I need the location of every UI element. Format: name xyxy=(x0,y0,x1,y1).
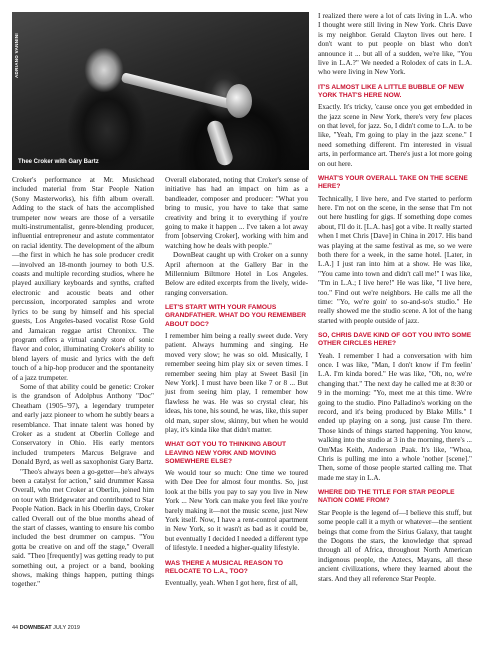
issue-date: JULY 2019 xyxy=(53,625,80,631)
question-heading: SO, CHRIS DAVE KIND OF GOT YOU INTO SOME OTHER CIRCLES HERE? xyxy=(318,332,472,348)
question-heading: IT'S ALMOST LIKE A LITTLE BUBBLE OF NEW YORK THAT'S HERE NOW. xyxy=(318,83,464,100)
question-heading: WAS THERE A MUSICAL REASON TO RELOCATE TO L.A., TOO? xyxy=(165,559,283,575)
column-3 xyxy=(318,12,472,584)
trumpet-bell-shape xyxy=(226,84,252,118)
column-1 xyxy=(12,176,154,590)
paragraph: We would tour so much: One time we toured with Dee Dee for almost four months. So, just look at the bills you pay to say you live in New York ... New York can make you feel like you're barely making it—not the music scene, just New York itself. Now, I have a rent-control apartment in New York, so it wasn't as bad as it could be, but eventually I decided I needed a different type of lifestyle. I needed a higher-quality lifestyle. xyxy=(165,468,308,553)
paragraph: Overall elaborated, noting that Croker's sense of initiative has had an impact on him as a bandleader, composer and producer: "What you bring to music, you have to take that same creativity and bring it to everything if you're going to make it happen ... I've taken a lot away from [observing Croker], working with him and watching how he deals with people." xyxy=(165,176,308,250)
question-heading: WHAT GOT YOU TO THINKING ABOUT LEAVING NEW YORK AND MOVING SOMEWHERE ELSE? xyxy=(165,441,287,465)
photo-caption: Thee Croker with Gary Bartz xyxy=(18,159,99,165)
page-number: 44 xyxy=(12,625,19,631)
paragraph: Exactly. It's tricky, 'cause once you get embedded in the jazz scene in New York, there's very few places on that level, for jazz. So, I didn't come to L.A. to be like, "Yeah, I'm going to play in the jazz scene." I need something different. I'm interested in visual arts, in performance art. There's just a lot more going on out here. xyxy=(318,103,472,168)
paragraph: Croker's performance at Mr. Musichead included material from Star People Nation (Sony Masterworks), his fifth album overall. Adding to the stack of hats the accomplished trumpeter now wears are those of a versatile multi-instrumentalist, genre-blending producer, influential entrepreneur and astute commentator on racial identity. The development of the album—the first in which he has sole producer credit—involved an 18-month journey to both U.S. coasts and multiple recording studios, where he played auxiliary keyboards and synths, crafted electronic and acoustic beats and other percussion, incorporated samples and wrote lyrics to be sung by himself and his special guests, Los Angeles-based vocalist Rose Gold and Jamaican reggae artist Chronixx. The program offers a virtual candy store of sonic flavor and color, illuminating Croker's ability to blend layers of music and lyrics with the deft touch of a hip-hop producer and the spontaneity of a jazz trumpeter. xyxy=(12,176,154,382)
photo-credit: ADRIANO VANNINI xyxy=(14,33,19,78)
page-footer xyxy=(12,625,80,631)
paragraph: I realized there were a lot of cats living in L.A. who I thought were still living in New York. Chris Dave is my neighbor. Gerald Clayton lives out here. I don't want to put people on blast who don't announce it ... but all of a sudden, we're like, "You live in L.A.?" We needed a Rolodex of cats in L.A. who were living in New York. xyxy=(318,12,472,77)
paragraph: Technically, I live here, and I've started to perform here. I'm not on the scene, in the sense that I'm not out here hustling for gigs. If something dope comes about, I'll do it. [L.A. has] got a vibe. It really started when I met Chris [Dave] in China in 2017. His band was playing at the same festival as me, so we were both there for a week, in the same hotel. [Later, in L.A.] I just ran into him at a show. He was like, "You came into town and didn't call me!" I was like, "I'm in L.A.; I live here!" He was like, "I live here, too." Find out we're neighbors. He calls me all the time: "Yo, we're goin' to so-and-so's studio." He really showed me the studio scene. A lot of the hang started with people outside of jazz. xyxy=(318,194,472,325)
question-heading: WHAT'S YOUR OVERALL TAKE ON THE SCENE HERE? xyxy=(318,175,468,191)
paragraph: "Theo's always been a go-getter—he's always been a catalyst for action," said drummer Kassa Overall, who met Croker at Oberlin, joined him on tour with Bridgewater and contributed to Star People Nation. Back in his Oberlin days, Croker called Overall out of the blue months ahead of the start of classes, wanting to ensure his combo included the best drummer on campus. "You gotta be creative on and off the stage," Overall said. "Theo [frequently] was getting ready to put something out, a project or a band, booking shows, making things happen, putting things together." xyxy=(12,467,154,589)
question-heading: LET'S START WITH YOUR FAMOUS GRANDFATHER. WHAT DO YOU REMEMBER ABOUT DOC? xyxy=(165,304,307,328)
paragraph: Some of that ability could be genetic: Croker is the grandson of Adolphus Anthony "Doc" Cheatham (1905–'97), a legendary trumpeter and early jazz pioneer to whom he subtly bears a resemblance. That innate talent was honed by Croker as a student at Oberlin College and Conservatory in Ohio. His early mentors included trumpeters Marcus Belgrave and Donald Byrd, as well as saxophonist Gary Bartz. xyxy=(12,382,154,467)
paragraph: Star People is the legend of—I believe this stuff, but some people call it a myth or whatever—the sentient beings that come from the Sirius Galaxy, that taught the Dogons the stars, the knowledge that spread through all of Africa, throughout North American indigenous people, the Aztecs, Mayans, all these ancient civilizations, where they learned about the stars. And they all reference Star People. xyxy=(318,508,472,583)
magazine-name: DOWNBEAT xyxy=(19,625,52,631)
saxophone-shape xyxy=(205,119,234,168)
paragraph: I remember him being a really sweet dude. Very patient. Always humming and singing. He moved very slow; he was so old. Musically, I remember seeing him play six or seven times. I remember seeing him play at Sweet Basil [in New York]. I must have been like 7 or 8 ... But just from seeing him play, I remember how flawless he was. He was so crystal clear, his ideas, his tone, his sound, he was, like, this super old man, super slow, skinny, but when he would play, it's kinda like that didn't matter. xyxy=(165,331,308,434)
paragraph: Yeah. I remember I had a conversation with him once. I was like, "Man, I don't know if I'm feelin' L.A. I'm kinda bored." He was like, "Oh, no, we're changing that." The next day he called me at 8:30 or 9 in the morning: "Yo, meet me at this time. We're going to the studio. Pino Palladino's working on the record, and it's being produced by Blake Mills." I ended up playing on a song, just cause I'm there. Those kinds of things started happening. You know, walking into the studio at 3 in the morning, there's ... Om'Mas Keith, Anderson .Paak. It's like, "Whoa, Chris is pulling me into a whole 'nother [scene]." Then, some of those people started calling me. That made me stay in L.A. xyxy=(318,351,472,482)
question-heading: WHERE DID THE TITLE FOR STAR PEOPLE NATION COME FROM? xyxy=(318,489,455,505)
paragraph: DownBeat caught up with Croker on a sunny April afternoon at the Gallery Bar in the Millennium Biltmore Hotel in Los Angeles. Below are edited excerpts from the lively, wide-ranging conversation. xyxy=(165,251,308,297)
paragraph: Eventually, yeah. When I got here, first of all, xyxy=(165,579,298,588)
feature-photo xyxy=(12,12,309,170)
column-2 xyxy=(165,176,308,588)
trumpet-shape xyxy=(121,72,240,111)
